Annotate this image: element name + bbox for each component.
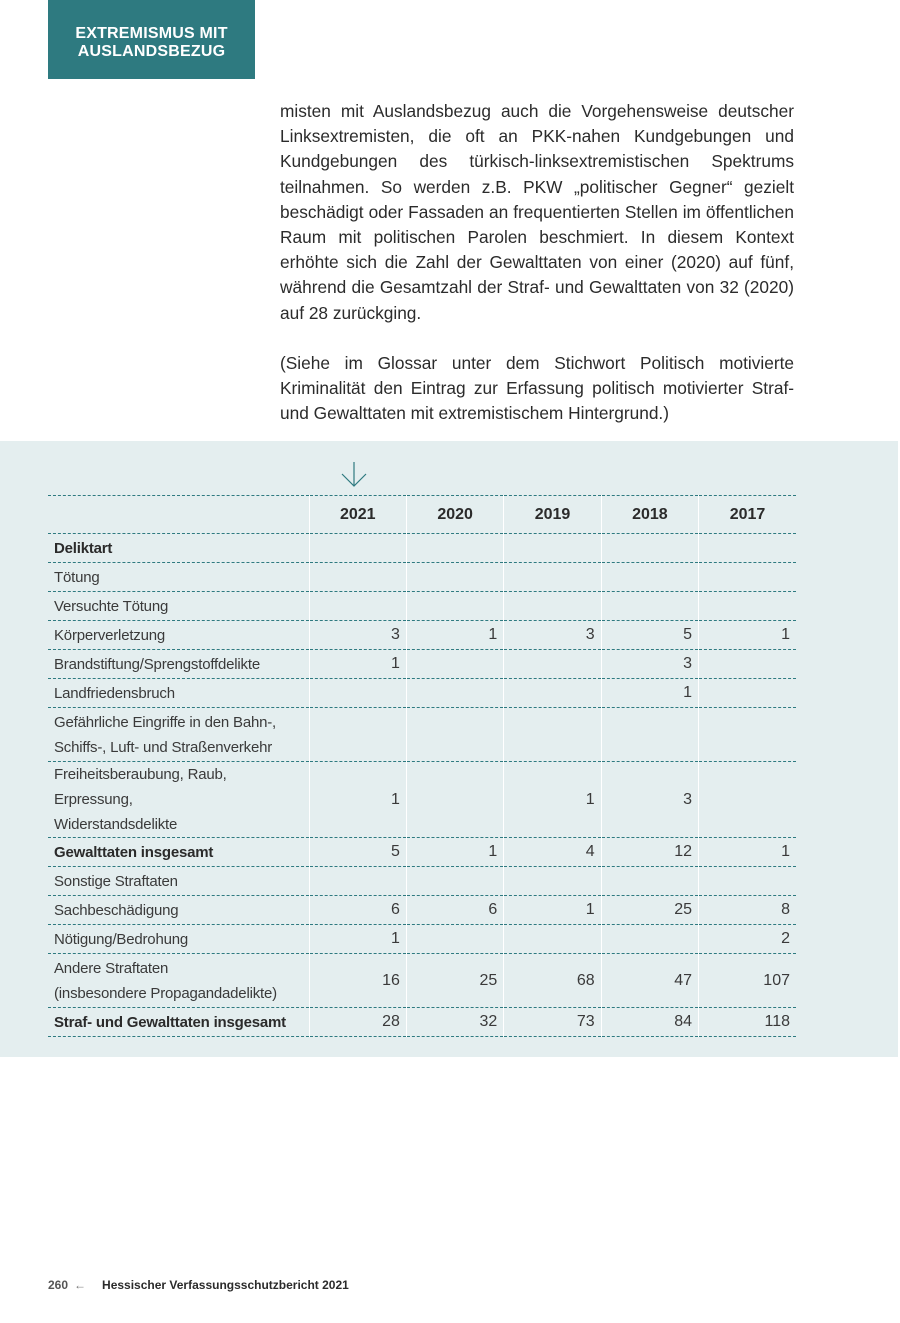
table-row xyxy=(48,592,796,621)
row-value: 84 xyxy=(601,1008,698,1037)
row-value xyxy=(309,708,406,762)
body-text xyxy=(280,99,794,451)
table-row xyxy=(48,762,796,838)
row-value: 68 xyxy=(504,954,601,1008)
page-number: 260 xyxy=(48,1278,69,1292)
row-value: 32 xyxy=(406,1008,503,1037)
row-label xyxy=(48,708,309,762)
section-tab xyxy=(48,0,255,79)
row-value: 1 xyxy=(309,650,406,679)
row-value: 25 xyxy=(406,954,503,1008)
row-label: Versuchte Tötung xyxy=(48,592,309,621)
table-row xyxy=(48,679,796,708)
row-value: 1 xyxy=(406,838,503,867)
paragraph-glossary-note: (Siehe im Glossar unter dem Stichwort Politisch motivierte Kriminalität den Eintrag zur Erfassung politisch motivierter Straf- und Gewalttaten mit extremistischem Hintergrund.) xyxy=(280,352,794,424)
row-value: 5 xyxy=(601,621,698,650)
row-value: 25 xyxy=(601,896,698,925)
row-value xyxy=(699,762,796,838)
row-value xyxy=(406,563,503,592)
row-value: 3 xyxy=(504,621,601,650)
row-value xyxy=(309,592,406,621)
row-label-line: Andere Straftaten xyxy=(54,959,169,977)
paragraph-main: misten mit Auslandsbezug auch die Vorgehensweise deutscher Linksextremisten, die oft an PKK-nahen Kundgebungen und Kundgebungen des türkisch-linksextremistischen Spektrums teilnahmen. So werden z.B. PKW „politischer Gegner“ gezielt beschädigt oder Fassaden an frequentierten Stellen im öffentlichen Raum mit politischen Parolen beschmiert. In diesem Kontext erhöhte sich die Zahl der Gewalttaten von einer (2020) auf fünf, während die Gesamtzahl der Straf- und Gewalttaten von 32 (2020) auf 28 zurückging. xyxy=(280,101,794,323)
row-value: 4 xyxy=(504,838,601,867)
row-label: Tötung xyxy=(48,563,309,592)
row-value xyxy=(601,563,698,592)
year-header: 2018 xyxy=(601,496,698,534)
row-value: 1 xyxy=(309,762,406,838)
table-row xyxy=(48,708,796,762)
header-empty-cell xyxy=(48,496,309,534)
row-value xyxy=(309,867,406,896)
row-value: 118 xyxy=(699,1008,796,1037)
row-value xyxy=(406,679,503,708)
row-label: Gewalttaten insgesamt xyxy=(48,838,309,867)
row-value: 3 xyxy=(309,621,406,650)
section-title-line1: EXTREMISMUS MIT xyxy=(75,24,228,42)
row-value xyxy=(601,925,698,954)
row-value xyxy=(699,679,796,708)
row-value xyxy=(504,534,601,563)
table-row xyxy=(48,650,796,679)
table-row xyxy=(48,621,796,650)
section-title-line2: AUSLANDSBEZUG xyxy=(77,42,226,60)
row-value: 3 xyxy=(601,762,698,838)
table-row xyxy=(48,925,796,954)
row-value: 47 xyxy=(601,954,698,1008)
year-header: 2017 xyxy=(699,496,796,534)
row-label: Sachbeschädigung xyxy=(48,896,309,925)
row-value xyxy=(406,762,503,838)
row-value xyxy=(601,708,698,762)
row-value xyxy=(504,925,601,954)
row-value xyxy=(504,563,601,592)
row-value xyxy=(601,867,698,896)
row-value: 6 xyxy=(406,896,503,925)
row-label: Sonstige Straftaten xyxy=(48,867,309,896)
year-header: 2021 xyxy=(309,496,406,534)
row-label: Brandstiftung/Sprengstoffdelikte xyxy=(48,650,309,679)
row-value xyxy=(699,592,796,621)
row-label: Landfriedensbruch xyxy=(48,679,309,708)
row-value: 1 xyxy=(504,762,601,838)
page-footer xyxy=(48,1278,349,1292)
row-value xyxy=(406,708,503,762)
table-row xyxy=(48,563,796,592)
row-value xyxy=(601,534,698,563)
row-value xyxy=(309,534,406,563)
row-label-line: Freiheitsberaubung, Raub, Erpressung, xyxy=(54,766,227,808)
row-value xyxy=(699,534,796,563)
table-header-row xyxy=(48,496,796,534)
table-row xyxy=(48,954,796,1008)
table-row xyxy=(48,838,796,867)
row-value: 1 xyxy=(504,896,601,925)
row-label: Körperverletzung xyxy=(48,621,309,650)
row-value: 1 xyxy=(699,621,796,650)
row-value xyxy=(699,867,796,896)
table-row xyxy=(48,534,796,563)
row-label: Deliktart xyxy=(48,534,309,563)
row-value: 16 xyxy=(309,954,406,1008)
row-value: 5 xyxy=(309,838,406,867)
year-header: 2019 xyxy=(504,496,601,534)
row-label-line: Schiffs-, Luft- und Straßenverkehr xyxy=(54,738,273,756)
row-label xyxy=(48,762,309,838)
row-label-line: Widerstandsdelikte xyxy=(54,816,178,833)
row-label-line: (insbesondere Propagandadelikte) xyxy=(54,984,277,1002)
arrow-left-icon[interactable]: ← xyxy=(74,1278,87,1292)
row-value xyxy=(406,592,503,621)
row-value: 8 xyxy=(699,896,796,925)
row-value: 2 xyxy=(699,925,796,954)
table-row xyxy=(48,867,796,896)
statistics-table xyxy=(48,495,796,1037)
row-value: 28 xyxy=(309,1008,406,1037)
row-label: Nötigung/Bedrohung xyxy=(48,925,309,954)
row-value xyxy=(406,925,503,954)
row-value xyxy=(699,650,796,679)
row-value xyxy=(309,679,406,708)
row-value xyxy=(504,679,601,708)
row-value xyxy=(309,563,406,592)
row-value xyxy=(504,708,601,762)
row-value xyxy=(406,650,503,679)
row-value xyxy=(504,867,601,896)
row-value: 1 xyxy=(601,679,698,708)
year-header: 2020 xyxy=(406,496,503,534)
row-value: 1 xyxy=(309,925,406,954)
row-value xyxy=(406,867,503,896)
row-label: Straf- und Gewalttaten insgesamt xyxy=(48,1008,309,1037)
row-value: 73 xyxy=(504,1008,601,1037)
row-value xyxy=(406,534,503,563)
report-title: Hessischer Verfassungsschutzbericht 2021 xyxy=(102,1278,349,1292)
row-value: 12 xyxy=(601,838,698,867)
row-value: 107 xyxy=(699,954,796,1008)
row-value xyxy=(504,650,601,679)
row-value xyxy=(699,708,796,762)
row-label-line: Gefährliche Eingriffe in den Bahn-, xyxy=(54,713,277,731)
row-label xyxy=(48,954,309,1008)
table-row xyxy=(48,896,796,925)
row-value: 1 xyxy=(406,621,503,650)
row-value: 3 xyxy=(601,650,698,679)
row-value xyxy=(699,563,796,592)
row-value: 1 xyxy=(699,838,796,867)
arrow-down-icon xyxy=(340,460,368,488)
table-row xyxy=(48,1008,796,1037)
row-value xyxy=(601,592,698,621)
row-value xyxy=(504,592,601,621)
row-value: 6 xyxy=(309,896,406,925)
